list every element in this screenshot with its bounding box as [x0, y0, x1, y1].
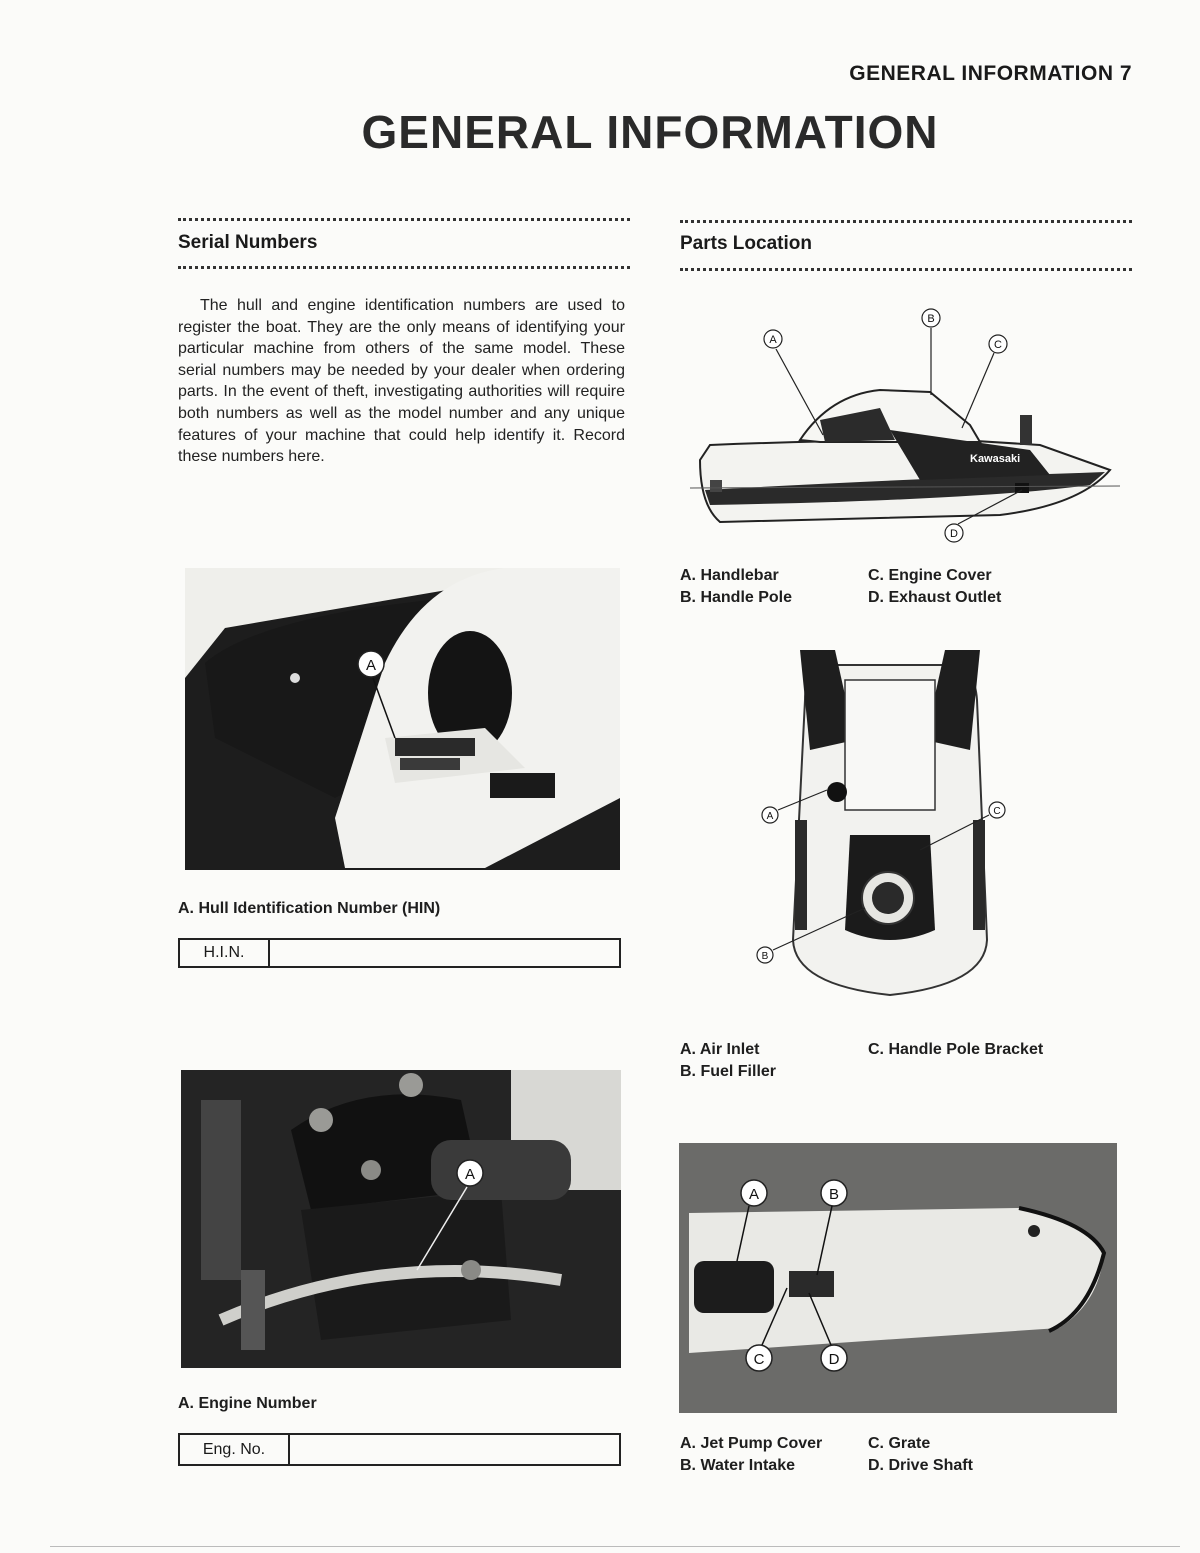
- caption-item: C. Grate: [868, 1435, 931, 1452]
- section-rule: [178, 218, 630, 221]
- hin-entry-field[interactable]: [270, 940, 619, 966]
- callout-a-label: A: [365, 657, 377, 674]
- top-view-figure: [755, 640, 1025, 1005]
- engine-entry-field[interactable]: [290, 1435, 619, 1464]
- hull-id-photo: [185, 568, 620, 870]
- engine-record-box[interactable]: [178, 1433, 621, 1466]
- callout-b-label: B: [828, 1186, 840, 1203]
- caption-item: B. Water Intake: [680, 1457, 795, 1474]
- underside-caption: [680, 1433, 973, 1477]
- callout-c-label: C: [753, 1351, 765, 1368]
- caption-item: D. Drive Shaft: [868, 1457, 973, 1474]
- engine-number-photo: [181, 1070, 621, 1368]
- hin-caption: A. Hull Identification Number (HIN): [178, 900, 441, 917]
- caption-item: [868, 1061, 1043, 1083]
- callout-d-label: D: [950, 528, 958, 540]
- caption-item: C. Engine Cover: [868, 567, 992, 584]
- callout-a-label: A: [748, 1186, 760, 1203]
- caption-item: A. Jet Pump Cover: [680, 1435, 823, 1452]
- callout-a-label: A: [464, 1166, 476, 1183]
- hin-record-box[interactable]: [178, 938, 621, 968]
- serial-numbers-paragraph: The hull and engine identification numbers are used to register the boat. They are the only means of identifying your particular machine from others of the same model. These serial numbers may be needed by your dealer when ordering parts. In the event of theft, investigating authorities will require both numbers as well as the model number and any unique features of your machine that could help identify it. Record these numbers here.: [178, 297, 625, 466]
- side-view-caption: [680, 565, 1001, 609]
- caption-item: C. Handle Pole Bracket: [868, 1041, 1044, 1058]
- caption-item: D. Exhaust Outlet: [868, 589, 1002, 606]
- callout-b-label: B: [761, 951, 769, 962]
- callout-b-label: B: [927, 313, 935, 325]
- engine-label: Eng. No.: [180, 1435, 290, 1464]
- serial-numbers-heading: Serial Numbers: [178, 232, 318, 253]
- caption-item: A. Handlebar: [680, 567, 779, 584]
- page-title: GENERAL INFORMATION: [361, 106, 939, 158]
- callout-c-label: C: [993, 806, 1001, 817]
- section-rule: [680, 268, 1132, 271]
- caption-item: B. Handle Pole: [680, 589, 793, 606]
- top-view-caption: [680, 1039, 1043, 1083]
- parts-location-heading: Parts Location: [680, 233, 812, 254]
- callout-a-label: A: [769, 334, 777, 346]
- page-bottom-rule: [50, 1546, 1180, 1547]
- callout-a-label: A: [766, 811, 774, 822]
- callout-c-label: C: [994, 339, 1002, 351]
- section-rule: [178, 266, 630, 269]
- hin-label: H.I.N.: [180, 940, 270, 966]
- side-view-figure: [680, 300, 1130, 550]
- section-rule: [680, 220, 1132, 223]
- brand-decal: Kawasaki: [970, 453, 1021, 465]
- callout-d-label: D: [828, 1351, 840, 1368]
- caption-item: B. Fuel Filler: [680, 1063, 777, 1080]
- underside-photo: [679, 1143, 1117, 1413]
- engine-caption: A. Engine Number: [178, 1395, 317, 1412]
- running-head: GENERAL INFORMATION 7: [849, 62, 1132, 85]
- caption-item: A. Air Inlet: [680, 1041, 760, 1058]
